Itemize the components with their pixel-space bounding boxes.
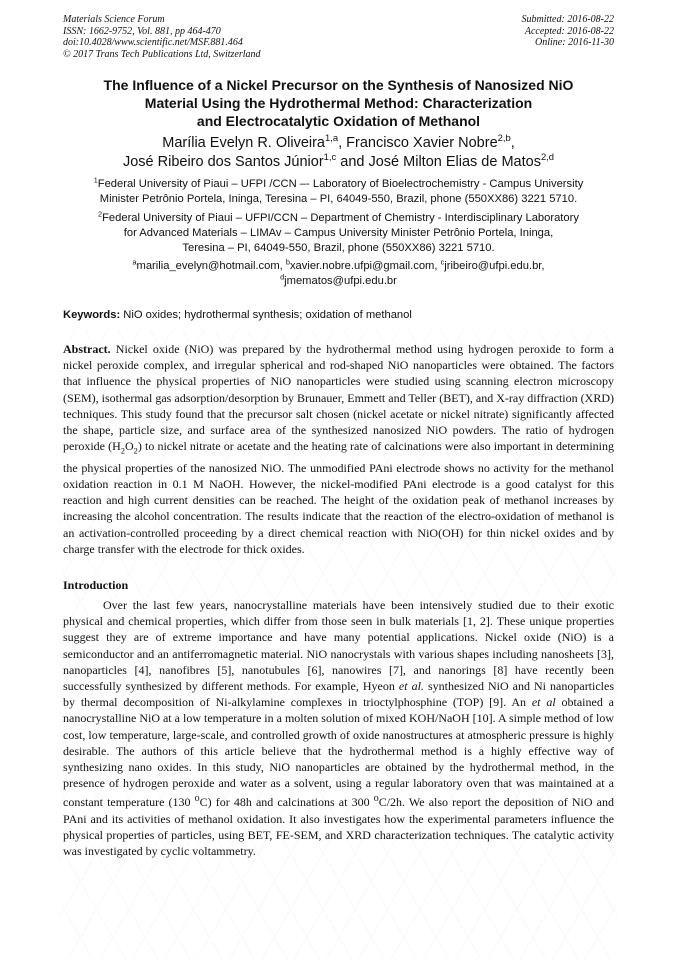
author-emails [63, 259, 614, 289]
intro-text-4: C) for 48h and calcinations at 300 [199, 795, 374, 810]
abstract-text-2: ) to nickel nitrate or acetate and the heating rate of calcinations were also important in determining the physical properties of the nanosized NiO. The unmodified PAni electrode shows no activity for the methanol oxidation reaction in 0.1 M NaOH. However, the nickel-modified PAni electrode is a good catalyst for this reaction and high current densities can be reached. The height of the oxidation peak of methanol increases by increasing the alcohol concentration. The results indicate that the reaction of the electro-oxidation of methanol is an activation-controlled proceeding by a direct chemical reaction with NiO(OH) for thin nickel oxides and by charge transfer with the electrode for thick oxides. [63, 439, 614, 556]
affiliation-1-line-1: Federal University of Piaui – UFPI /CCN –- Laboratory of Bioelectrochemistry - Campus University [97, 178, 584, 190]
title-line-3: and Electrocatalytic Oxidation of Methanol [196, 113, 481, 129]
author-4: José Milton Elias de Matos [368, 154, 541, 170]
intro-text-5: C/2h. We also report the deposition of NiO and PAni and its activities of methanol oxidation. It also investigates how the experimental parameters influence the physical properties of particles, using BET, FE-SEM, and XRD characterization techniques. The catalytic activity was investigated by cyclic voltammetry. [63, 795, 614, 859]
authors-line-1 [63, 134, 614, 153]
affiliation-2 [63, 211, 614, 256]
abstract-text-mid: O [124, 439, 134, 454]
affiliation-2-line-1: Federal University of Piaui – UFPI/CCN – Department of Chemistry - Interdisciplinary Laboratory [102, 212, 579, 224]
author-3: José Ribeiro dos Santos Júnior [122, 154, 324, 170]
publication-header [63, 14, 614, 60]
intro-text-1: Over the last few years, nanocrystalline materials have been intensively studied due to their exotic physical and chemical properties, which differ from those seen in bulk materials [1, 2]. These unique properties suggest they are of extreme importance and have many potential applications. Nickel oxide (NiO) is a semiconductor and an antiferromagnetic material. NiO nanocrystals with various shapes including nanosheets [3], nanoparticles [4], nanofibres [5], nanotubules [6], nanowires [7], and nanorings [8] have recently been successfully synthesized by different methods. For example, Hyeon [63, 598, 614, 694]
abstract-subscript: 2 [133, 446, 138, 456]
affiliation-2-line-2: for Advanced Materials – LIMAv – Campus University Minister Petrônio Portela, Ininga, [123, 227, 554, 239]
author-and: and [336, 154, 369, 170]
affiliation-1 [63, 177, 614, 207]
email-c[interactable]: jribeiro@ufpi.edu.br, [444, 260, 545, 272]
author-2: Francisco Xavier Nobre [346, 135, 498, 151]
email-a-marker: a [132, 257, 137, 267]
issn-line: ISSN: 1662-9752, Vol. 881, pp 464-470 [63, 25, 221, 37]
doi-line: doi:10.4028/www.scientific.net/MSF.881.464 [63, 37, 243, 48]
email-d[interactable]: jmematos@ufpi.edu.br [284, 275, 397, 287]
affiliation-2-line-3: Teresina – PI, 64049-550, Brazil, phone (550XX86) 3221 5710. [182, 242, 495, 254]
keywords-label: Keywords: [63, 309, 121, 321]
keywords-line [63, 308, 614, 323]
title-line-1: The Influence of a Nickel Precursor on the Synthesis of Nanosized NiO [103, 77, 574, 93]
keywords-text: NiO oxides; hydrothermal synthesis; oxidation of methanol [120, 309, 412, 321]
copyright-line: © 2017 Trans Tech Publications Ltd, Switzerland [63, 48, 261, 60]
author-3-affiliation: 1,c [323, 151, 337, 163]
affiliation-1-line-2: Minister Petrônio Portela, Ininga, Teresina – PI, 64049-550, Brazil, phone (550XX86) 3221 5710. [99, 193, 578, 205]
email-b[interactable]: xavier.nobre.ufpi@gmail.com, [289, 260, 441, 272]
online-date: Online: 2016-11-30 [535, 37, 614, 48]
intro-text-2: synthesized NiO and Ni nanoparticles by thermal decomposition of Ni-alkylamine complexes in trioctylphosphine (TOP) [9]. An [63, 679, 615, 710]
intro-italic-et-al: et al [531, 695, 556, 710]
intro-italic-et-al: et al. [398, 679, 424, 694]
affiliation-2-number: 2 [98, 209, 103, 219]
author-separator: , [510, 135, 515, 151]
author-4-affiliation: 2,d [540, 151, 555, 163]
affiliation-1-number: 1 [93, 175, 98, 185]
author-1: Marília Evelyn R. Oliveira [162, 135, 325, 151]
authors-line-2 [63, 153, 614, 172]
abstract [63, 341, 614, 557]
abstract-label: Abstract. [63, 342, 111, 356]
author-2-affiliation: 2,b [497, 132, 511, 144]
email-d-marker: d [280, 272, 285, 282]
paper-title [63, 76, 614, 130]
title-line-2: Material Using the Hydrothermal Method: Characterization [144, 95, 533, 111]
abstract-text-1: Nickel oxide (NiO) was prepared by the hydrothermal method using hydrogen peroxide to form a nickel peroxide complex, and irregular spherical and rod-shaped NiO nanoparticles were obtained. The factors that influence the physical properties of NiO nanoparticles were studied using scanning electron microscopy (SEM), isothermal gas adsorption/desorption by Brunauer, Emmett and Teller (BET), and X-ray diffraction (XRD) techniques. This study found that the precursor salt chosen (nickel acetate or nickel nitrate) significantly affected the shape, particle size, and surface area of the synthesized nanosized NiO powders. The ratio of hydrogen peroxide (H [63, 342, 614, 454]
email-b-marker: b [285, 257, 290, 267]
degree-superscript: o [373, 793, 379, 805]
journal-name: Materials Science Forum [63, 14, 165, 25]
author-separator: , [338, 135, 347, 151]
accepted-date: Accepted: 2016-08-22 [524, 25, 614, 37]
author-list [63, 134, 614, 172]
intro-text-3: obtained a nanocrystalline NiO at a low temperature in a molten solution of mixed KOH/NaOH [10]. A simple method of low cost, low temperature, large-scale, and controlled growth of oxide nanostructures at atmospheric pressure is highly desirable. The authors of this article believe that the hydrothermal method is a highly effective way of synthesizing nano oxides. In this study, NiO nanoparticles are obtained by the hydrothermal method, in the presence of hydrogen peroxide and water as a solvent, using a regular laboratory oven that was maintained at a constant temperature (130 [63, 695, 614, 810]
degree-superscript: o [194, 793, 200, 805]
publication-dates [522, 14, 615, 60]
introduction-heading: Introduction [63, 578, 129, 593]
introduction-paragraph [63, 597, 614, 859]
abstract-subscript: 2 [120, 446, 125, 456]
author-1-affiliation: 1,a [325, 132, 339, 144]
submitted-date: Submitted: 2016-08-22 [521, 14, 614, 25]
email-c-marker: c [440, 257, 445, 267]
journal-info [63, 14, 261, 60]
email-a[interactable]: marilia_evelyn@hotmail.com, [136, 260, 286, 272]
